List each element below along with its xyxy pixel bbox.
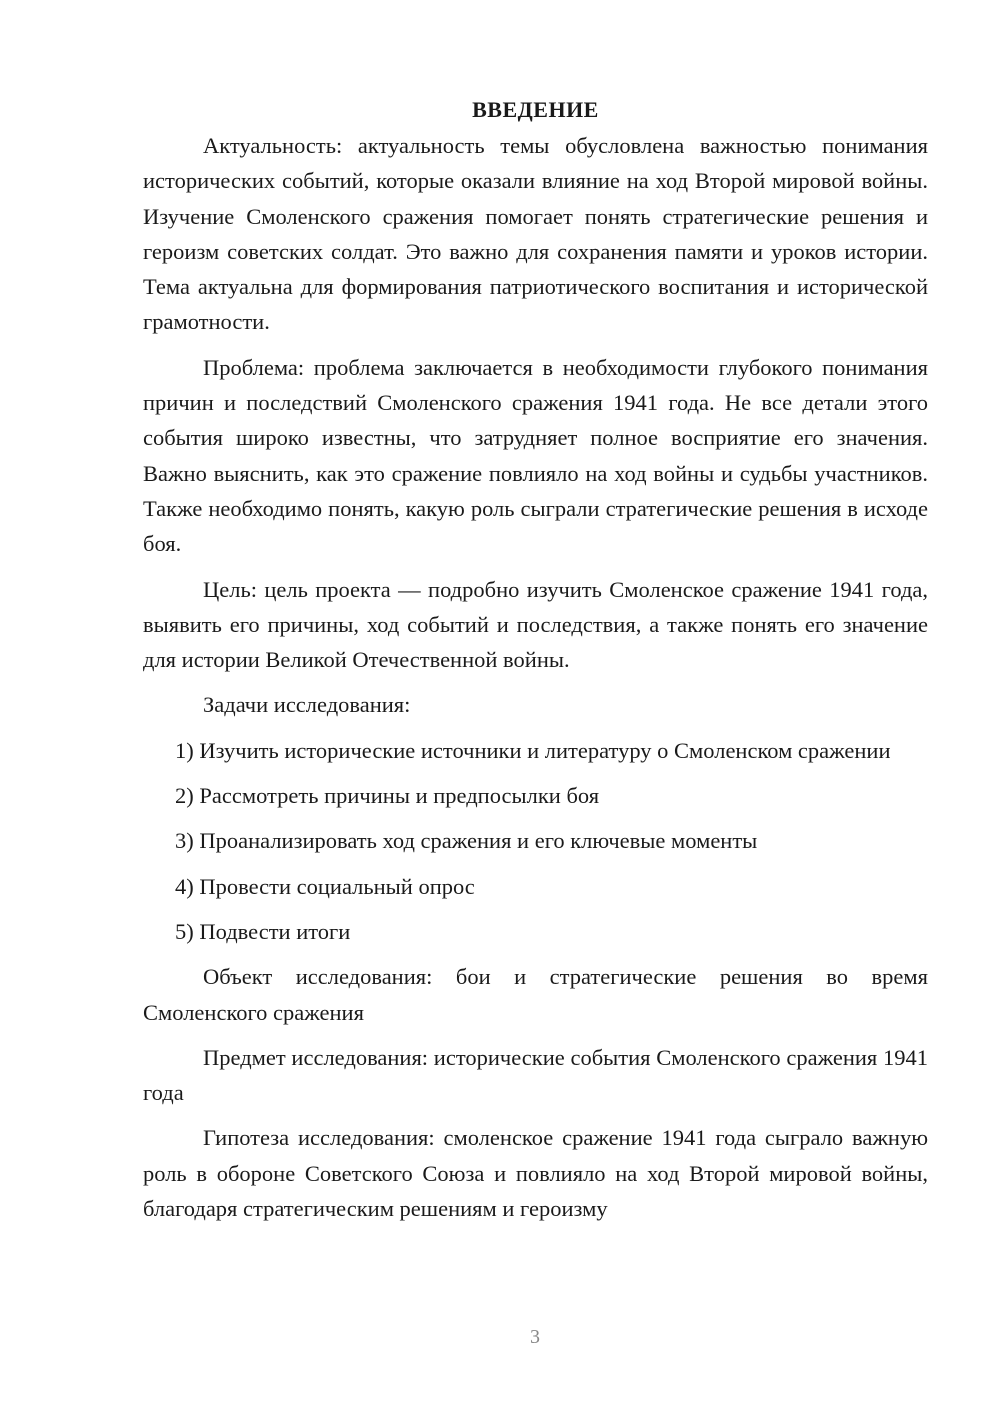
document-page — [143, 92, 928, 1236]
subject-paragraph: Предмет исследования: исторические события Смоленского сражения 1941 года — [143, 1044, 928, 1106]
tasks-heading: Задачи исследования: — [203, 692, 411, 718]
task-item-3: 3) Проанализировать ход сражения и его ключевые моменты — [175, 828, 758, 854]
hypothesis-paragraph: Гипотеза исследования: смоленское сражение 1941 года сыграло важную роль в обороне Советского Союза и повлияло на ход Второй мировой войны, благодаря стратегическим решениям и героизму — [143, 1125, 928, 1222]
task-item-2: 2) Рассмотреть причины и предпосылки боя — [175, 783, 600, 809]
page-title: ВВЕДЕНИЕ — [472, 97, 599, 122]
relevance-paragraph: Актуальность: актуальность темы обусловлена важностью понимания исторических событий, которые оказали влияние на ход Второй мировой войны. Изучение Смоленского сражения помогает понять стратегические решения и героизм советских солдат. Это важно для сохранения памяти и уроков истории. Тема актуальна для формирования патриотического воспитания и исторической грамотности. — [143, 133, 928, 335]
page-number: 3 — [530, 1326, 540, 1348]
goal-paragraph: Цель: цель проекта — подробно изучить Смоленское сражение 1941 года, выявить его причины, ход событий и последствия, а также понять его значение для истории Великой Отечественной войны. — [143, 576, 928, 673]
problem-paragraph: Проблема: проблема заключается в необходимости глубокого понимания причин и последствий Смоленского сражения 1941 года. Не все детали этого события широко известны, что затрудняет полное восприятие его значения. Важно выяснить, как это сражение повлияло на ход войны и судьбы участников. Также необходимо понять, какую роль сыграли стратегические решения в исходе боя. — [143, 354, 928, 557]
object-paragraph: Объект исследования: бои и стратегические решения во время Смоленского сражения — [143, 964, 928, 1025]
task-item-1: 1) Изучить исторические источники и литературу о Смоленском сражении — [175, 737, 891, 763]
task-item-5: 5) Подвести итоги — [175, 918, 351, 944]
task-item-4: 4) Провести социальный опрос — [175, 873, 475, 899]
